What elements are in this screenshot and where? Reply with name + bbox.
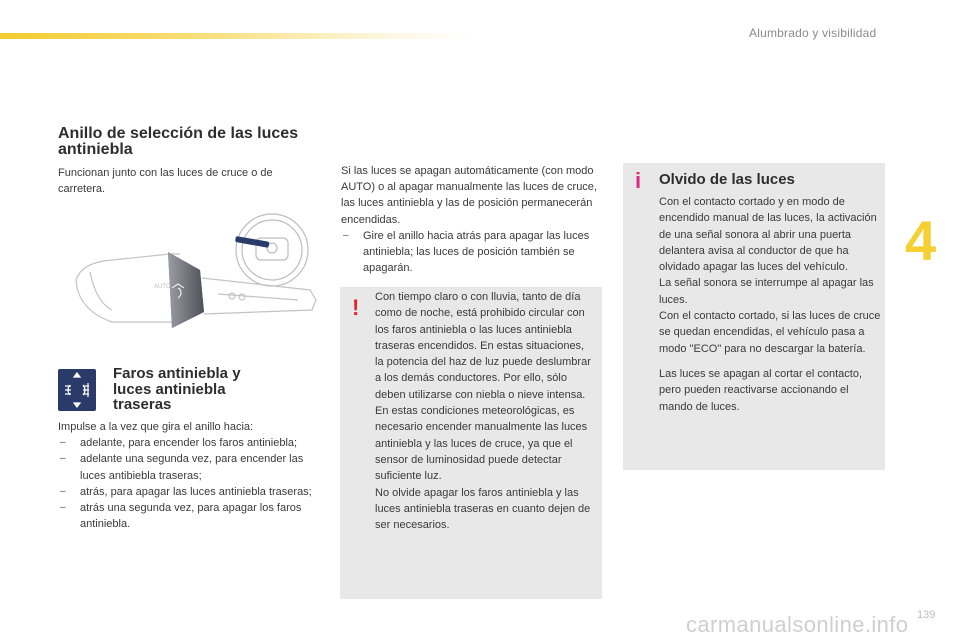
list-item: ‒ adelante una segunda vez, para encender las luces antibiebla traseras; [58,451,318,483]
warning-line: No olvide apagar los faros antiniebla y las luces antiniebla traseras en cuanto dejen de ser necesarios. [375,486,591,532]
warning-icon: ! [352,295,360,320]
auto-mode-paragraph: Si las luces se apagan automáticamente (con modo AUTO) o al apagar manualmente las luces de cruce, las luces antiniebla y las de posición permanecerán encendidas. [341,165,597,226]
top-accent-bar [0,33,470,39]
subsection-intro: Impulse a la vez que gira el anillo hacia: [58,421,254,433]
info-text [659,194,881,415]
chapter-number: 4 [905,209,937,272]
middle-text [341,163,603,276]
subsection-heading: Faros antiniebla y luces antiniebla traseras [113,365,241,413]
info-icon: i [635,168,642,193]
info-paragraph: Con el contacto cortado, si las luces de cruce se quedan encendidas, el vehículo pasa a modo "ECO" para no descargar la batería. [659,310,881,355]
list-item: ‒ Gire el anillo hacia atrás para apagar las luces antiniebla; las luces de posición también se apagarán. [341,228,603,277]
ring-action-list [58,435,318,532]
list-item: ‒ adelante, para encender los faros antiniebla; [58,435,318,451]
warning-line: Con tiempo claro o con lluvia, tanto de día como de noche, está prohibido circular con los faros antiniebla o las luces antiniebla traseras encendidos. En estas situaciones, la potencia del haz de luz puede deslumbrar a los demás conductores. Por ello, sólo deben utilizarse con niebla o nieve intensa. [375,291,591,401]
list-item: ‒ atrás una segunda vez, para apagar los faros antiniebla. [58,500,318,532]
fog-ring-stalk-illustration [72,210,320,352]
section-heading: Anillo de selección de las luces antiniebla [58,125,299,158]
warning-box [340,287,602,599]
warning-line: En estas condiciones meteorológicas, es necesario encender manualmente las luces antiniebla y las luces de cruce, ya que el sensor de luminosidad puede detectar suficiente luz. [375,405,588,483]
steering-wheel-icon [236,214,308,286]
info-paragraph: La señal sonora se interrumpe al apagar las luces. [659,277,874,306]
info-paragraph-last: Las luces se apagan al cortar el contacto, pero pueden reactivarse accionando el mando de luces. [659,367,863,413]
section-title: Alumbrado y visibilidad [749,26,877,40]
page-number: 139 [917,609,936,621]
list-item: ‒ atrás, para apagar las luces antiniebla traseras; [58,484,318,500]
info-paragraph: Con el contacto cortado y en modo de encendido manual de las luces, la activación de una señal sonora al abrir una puerta delantera avisa al conductor de que ha olvidado apagar las luces del vehículo. [659,196,877,274]
middle-bullets [341,228,603,277]
watermark: carmanualsonline.info [686,612,909,637]
subsection-body [58,419,318,532]
warning-text [375,289,595,533]
fog-light-icon [58,369,96,411]
info-title: Olvido de las luces [659,171,795,188]
stalk-auto-label: AUTO [154,284,171,290]
info-box [623,163,885,470]
intro-text: Funcionan junto con las luces de cruce o de carretera. [58,167,273,196]
